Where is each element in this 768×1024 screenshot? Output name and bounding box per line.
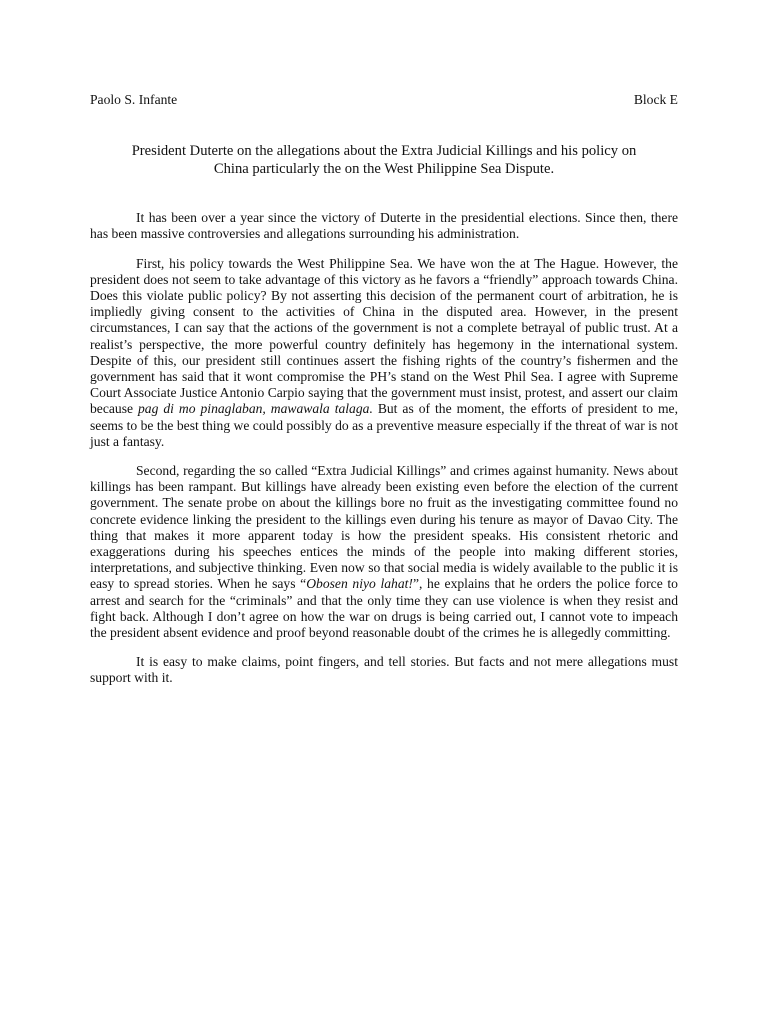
essay-title: President Duterte on the allegations about the Extra Judicial Killings and his policy on China particularly the on the West Philippine Sea Dispute. (131, 143, 637, 178)
paragraph-text: First, his policy towards the West Philippine Sea. We have won the at The Hague. However, the president does not seem to take advantage of this victory as he favors a “friendly” approach towards China. Does this violate public policy? By not asserting this decision of the permanent court of arbitration, he is impliedly giving consent to the activities of China in the disputed area. However, in the present circumstances, I can say that the actions of the government is not a complete betrayal of public trust. At a realist’s perspective, the more powerful country definitely has hegemony in the international system. Despite of this, our president still continues assert the fishing rights of the country’s fishermen and the government has said that it wont compromise the PH’s stand on the West Phil Sea. I agree with Supreme Court Associate Justice Antonio Carpio saying that the government must insist, protest, and assert our claim because (90, 255, 678, 417)
paragraph-west-philippine-sea (90, 256, 678, 450)
paragraph-extra-judicial-killings (90, 463, 678, 641)
italic-quote: pag di mo pinaglaban, mawawala talaga. (138, 401, 373, 417)
paragraph-text: ”, he explains that he orders the police force to arrest and search for the “criminals” and that the only time they can use violence is when they resist and fight back. Although I don’t agree on how the war on drugs is being carried out, I cannot vote to impeach the president absent evidence and proof beyond reasonable doubt of the crimes he is allegedly committing. (90, 576, 678, 641)
author-name: Paolo S. Infante (90, 92, 178, 107)
paragraph-intro: It has been over a year since the victory of Duterte in the presidential elections. Since then, there has been massive controversies and allegations surrounding his administration. (90, 210, 678, 242)
document-header (90, 92, 678, 108)
italic-quote: Obosen niyo lahat! (306, 576, 413, 592)
paragraph-conclusion: It is easy to make claims, point fingers, and tell stories. But facts and not mere allegations must support with it. (90, 654, 678, 686)
paragraph-text: Second, regarding the so called “Extra Judicial Killings” and crimes against humanity. News about killings has been rampant. But killings have already been existing even before the election of the current government. The senate probe on about the killings bore no fruit as the investigating committee found no concrete evidence linking the president to the killings even during his tenure as mayor of Davao City. The thing that makes it more apparent today is how the president speaks. His consistent rhetoric and exaggerations during his speeches entices the minds of the people into making different stories, interpretations, and subjective thinking. Even now so that social media is widely available to the public it is easy to spread stories. When he says “ (90, 463, 678, 592)
paragraph-text: But as of the moment, the efforts of president to me, seems to be the best thing we could possibly do as a preventive measure especially if the threat of war is not just a fantasy. (90, 401, 678, 449)
block-label: Block E (633, 92, 678, 107)
document-page (90, 92, 678, 700)
